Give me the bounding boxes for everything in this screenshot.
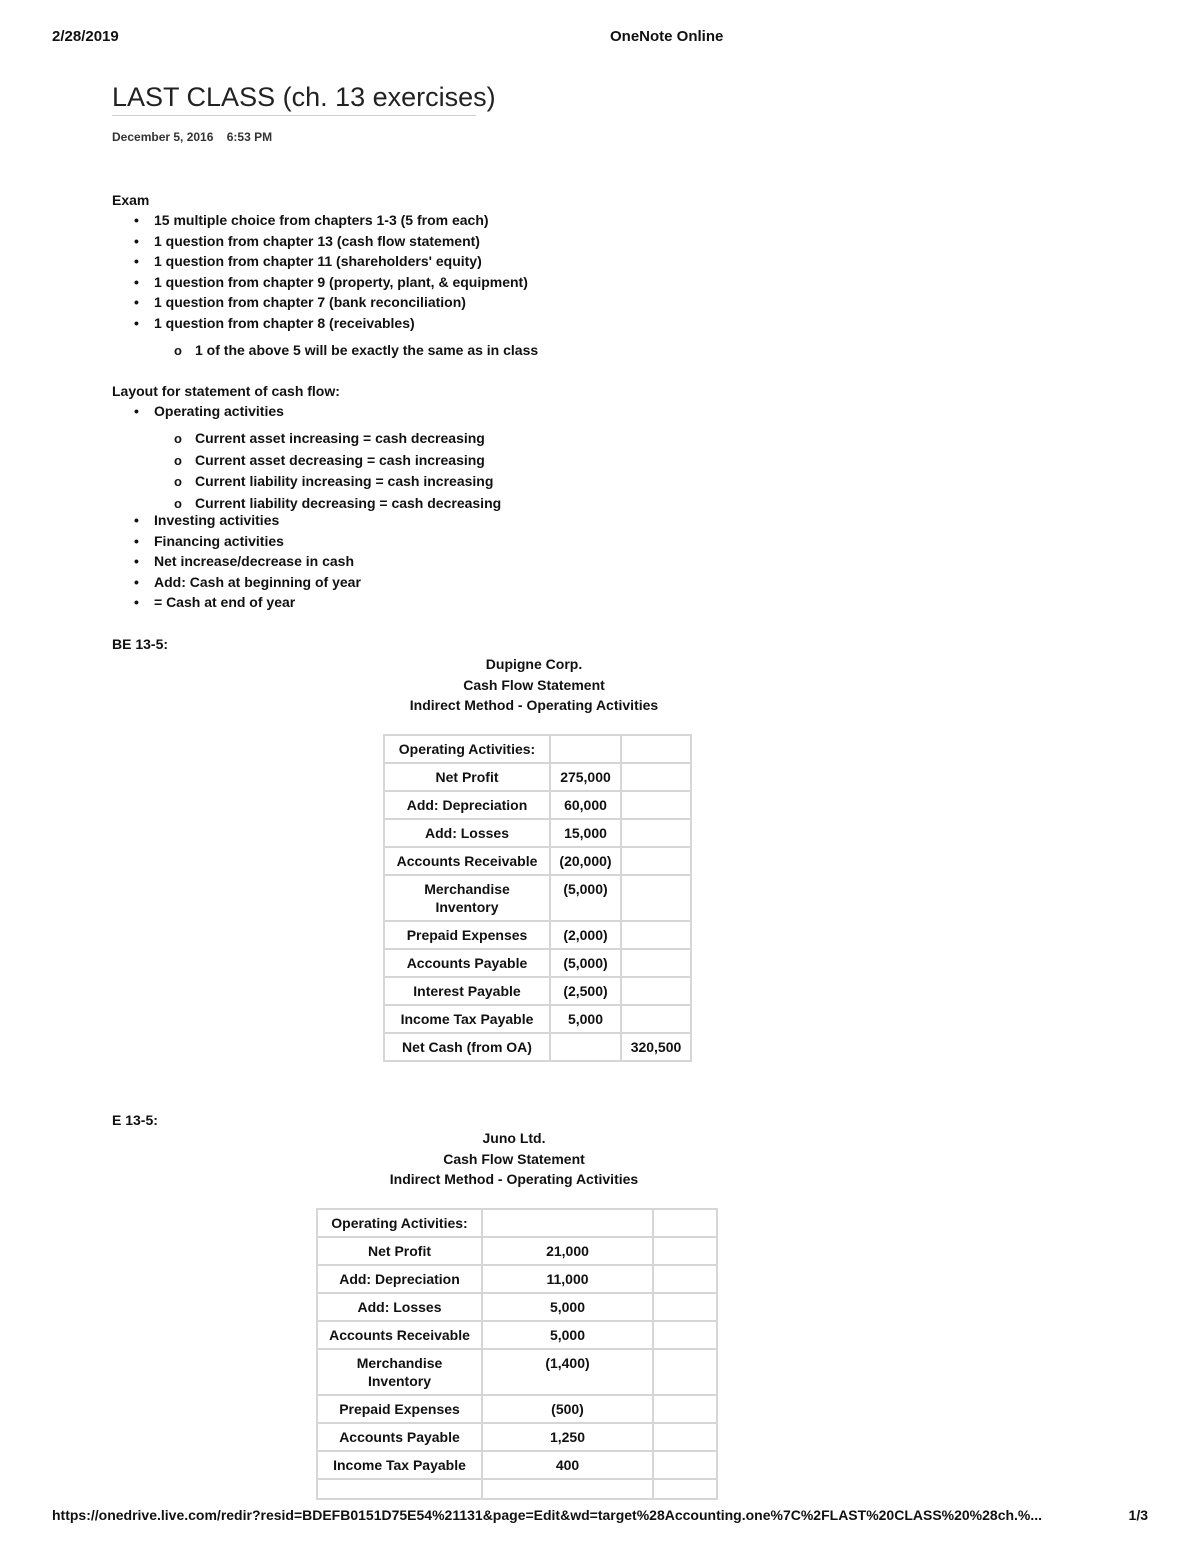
table-cell xyxy=(653,1209,717,1237)
be13-5-statement-heading xyxy=(334,654,734,716)
table-row xyxy=(384,977,691,1005)
table-cell: 5,000 xyxy=(482,1321,653,1349)
table-cell: Net Cash (from OA) xyxy=(384,1033,550,1061)
table-cell: 11,000 xyxy=(482,1265,653,1293)
table-cell: Add: Losses xyxy=(317,1293,482,1321)
be13-5-company: Dupigne Corp. xyxy=(485,656,583,672)
page-number: 1/3 xyxy=(1128,1507,1148,1523)
table-cell: Prepaid Expenses xyxy=(317,1395,482,1423)
be13-5-table xyxy=(383,734,692,1062)
table-row xyxy=(384,819,691,847)
table-cell: Net Profit xyxy=(317,1237,482,1265)
table-row xyxy=(384,921,691,949)
table-row xyxy=(317,1237,717,1265)
page-datetime xyxy=(112,130,272,144)
table-cell: 1,250 xyxy=(482,1423,653,1451)
exam-list-item: • 1 question from chapter 9 (property, plant, & equipment) xyxy=(134,272,528,293)
table-cell: Add: Depreciation xyxy=(384,791,550,819)
table-row xyxy=(317,1423,717,1451)
table-cell: (5,000) xyxy=(550,875,621,921)
table-cell: Accounts Receivable xyxy=(384,847,550,875)
page-time: 6:53 PM xyxy=(226,130,273,144)
table-cell: Accounts Receivable xyxy=(317,1321,482,1349)
layout-list-top xyxy=(134,401,284,422)
table-cell: (500) xyxy=(482,1395,653,1423)
table-cell: Add: Depreciation xyxy=(317,1265,482,1293)
table-cell xyxy=(550,1033,621,1061)
layout-list-item: • Operating activities xyxy=(134,401,284,422)
layout-list xyxy=(134,510,361,613)
table-cell: Operating Activities: xyxy=(317,1209,482,1237)
e13-5-table xyxy=(316,1208,718,1500)
layout-list-item: • Add: Cash at beginning of year xyxy=(134,572,361,593)
table-cell xyxy=(482,1209,653,1237)
exam-list-item: • 1 question from chapter 7 (bank reconciliation) xyxy=(134,292,528,313)
e13-5-statement-title: Cash Flow Statement xyxy=(443,1150,585,1167)
table-cell: (2,000) xyxy=(550,921,621,949)
table-cell xyxy=(653,1451,717,1479)
table-cell xyxy=(621,875,691,921)
layout-heading: Layout for statement of cash flow: xyxy=(112,383,340,399)
table-cell: (2,500) xyxy=(550,977,621,1005)
table-row xyxy=(317,1349,717,1395)
layout-list-item: • Investing activities xyxy=(134,510,361,531)
layout-sub-item: o Current liability increasing = cash increasing xyxy=(174,471,501,493)
table-row xyxy=(384,847,691,875)
print-app-name: OneNote Online xyxy=(610,28,724,45)
table-cell: 60,000 xyxy=(550,791,621,819)
table-cell xyxy=(621,735,691,763)
table-row xyxy=(317,1321,717,1349)
table-cell: 320,500 xyxy=(621,1033,691,1061)
table-cell xyxy=(653,1265,717,1293)
table-cell xyxy=(653,1349,717,1395)
be13-5-label: BE 13-5: xyxy=(112,636,169,652)
table-cell: (1,400) xyxy=(482,1349,653,1395)
e13-5-method: Indirect Method - Operating Activities xyxy=(389,1171,639,1187)
exam-list-item: • 15 multiple choice from chapters 1-3 (5 from each) xyxy=(134,210,528,231)
table-cell: 400 xyxy=(482,1451,653,1479)
e13-5-statement-heading xyxy=(314,1128,714,1190)
page-url[interactable]: https://onedrive.live.com/redir?resid=BDEFB0151D75E54%21131&page=Edit&wd=target%28Accounting.one%7C%2FLAST%20CLASS%20%28ch.%... xyxy=(52,1507,1043,1523)
page-date: December 5, 2016 xyxy=(112,130,214,144)
table-cell: Prepaid Expenses xyxy=(384,921,550,949)
table-cell xyxy=(621,847,691,875)
exam-sub-item: o 1 of the above 5 will be exactly the same as in class xyxy=(174,340,538,362)
layout-sub-item: o Current asset increasing = cash decreasing xyxy=(174,428,501,450)
table-cell xyxy=(621,949,691,977)
table-row xyxy=(384,1033,691,1061)
table-cell: Merchandise Inventory xyxy=(317,1349,482,1395)
print-date: 2/28/2019 xyxy=(52,28,119,45)
e13-5-label: E 13-5: xyxy=(112,1112,158,1128)
table-row xyxy=(317,1479,717,1499)
table-cell: Accounts Payable xyxy=(384,949,550,977)
table-row xyxy=(317,1451,717,1479)
table-cell xyxy=(653,1237,717,1265)
layout-sub-list xyxy=(174,428,501,514)
table-cell: (5,000) xyxy=(550,949,621,977)
table-row xyxy=(384,735,691,763)
table-cell: 21,000 xyxy=(482,1237,653,1265)
table-cell xyxy=(621,977,691,1005)
table-cell: Accounts Payable xyxy=(317,1423,482,1451)
table-cell xyxy=(653,1293,717,1321)
table-cell: Add: Losses xyxy=(384,819,550,847)
table-cell xyxy=(621,819,691,847)
layout-list-item: • Financing activities xyxy=(134,531,361,552)
table-cell: Income Tax Payable xyxy=(384,1005,550,1033)
table-row xyxy=(384,1005,691,1033)
table-row xyxy=(384,949,691,977)
be13-5-method: Indirect Method - Operating Activities xyxy=(409,697,659,713)
exam-list-item: • 1 question from chapter 11 (shareholders' equity) xyxy=(134,251,528,272)
table-cell: 275,000 xyxy=(550,763,621,791)
table-row xyxy=(384,875,691,921)
table-cell: 5,000 xyxy=(550,1005,621,1033)
table-cell xyxy=(621,763,691,791)
layout-sub-item: o Current liability decreasing = cash decreasing xyxy=(174,493,501,515)
table-cell xyxy=(482,1479,653,1499)
table-row xyxy=(317,1209,717,1237)
page-title[interactable]: LAST CLASS (ch. 13 exercises) xyxy=(112,82,476,116)
exam-list-item: • 1 question from chapter 8 (receivables) xyxy=(134,313,528,334)
layout-list-item: • Net increase/decrease in cash xyxy=(134,551,361,572)
table-cell xyxy=(653,1395,717,1423)
exam-list xyxy=(134,210,528,334)
layout-sub-item: o Current asset decreasing = cash increasing xyxy=(174,450,501,472)
exam-heading: Exam xyxy=(112,192,150,208)
table-cell: Interest Payable xyxy=(384,977,550,1005)
layout-list-item: • = Cash at end of year xyxy=(134,592,361,613)
print-header xyxy=(52,28,1148,50)
table-cell xyxy=(317,1479,482,1499)
table-cell xyxy=(653,1479,717,1499)
table-row xyxy=(317,1293,717,1321)
table-cell xyxy=(550,735,621,763)
table-cell: Income Tax Payable xyxy=(317,1451,482,1479)
table-row xyxy=(317,1265,717,1293)
table-row xyxy=(384,791,691,819)
e13-5-company: Juno Ltd. xyxy=(482,1130,546,1146)
table-cell xyxy=(621,1005,691,1033)
table-cell xyxy=(621,791,691,819)
table-cell: Operating Activities: xyxy=(384,735,550,763)
table-row xyxy=(317,1395,717,1423)
exam-sub-list xyxy=(174,340,538,362)
table-cell: Net Profit xyxy=(384,763,550,791)
exam-list-item: • 1 question from chapter 13 (cash flow statement) xyxy=(134,231,528,252)
table-row xyxy=(384,763,691,791)
table-cell xyxy=(653,1321,717,1349)
table-cell: Merchandise Inventory xyxy=(384,875,550,921)
table-cell: (20,000) xyxy=(550,847,621,875)
table-cell: 5,000 xyxy=(482,1293,653,1321)
table-cell xyxy=(621,921,691,949)
table-cell: 15,000 xyxy=(550,819,621,847)
table-cell xyxy=(653,1423,717,1451)
be13-5-statement-title: Cash Flow Statement xyxy=(463,676,605,693)
